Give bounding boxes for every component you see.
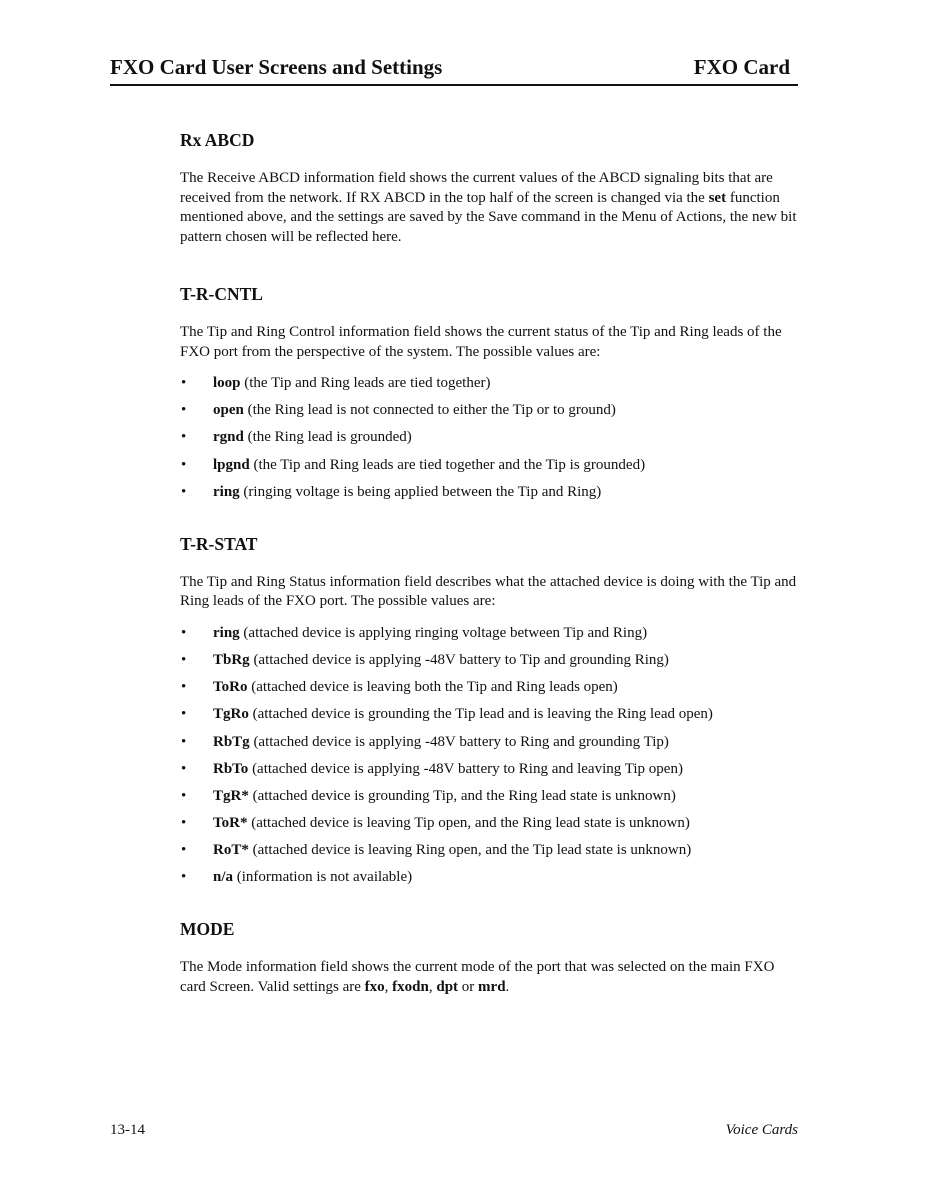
header-card-title: FXO Card bbox=[693, 55, 790, 79]
list-item bbox=[180, 428, 800, 447]
header-section-title: FXO Card User Screens and Settings bbox=[110, 55, 443, 79]
list-item bbox=[180, 814, 800, 833]
bullet: • bbox=[181, 429, 187, 446]
value-description: (attached device is grounding the Tip lead and is leaving the Ring lead open) bbox=[248, 706, 713, 723]
list-item bbox=[180, 678, 800, 697]
value-description: (the Tip and Ring leads are tied together and the Tip is grounded) bbox=[249, 456, 646, 473]
bullet: • bbox=[181, 706, 187, 723]
list-item bbox=[180, 733, 800, 752]
value-term: TbRg bbox=[213, 651, 250, 668]
value-term: ring bbox=[213, 483, 240, 500]
section-title-tr-stat: T-R-STAT bbox=[180, 533, 258, 554]
bullet: • bbox=[181, 842, 187, 859]
section-tr-stat bbox=[180, 532, 800, 888]
value-description: (attached device is applying ringing voltage between Tip and Ring) bbox=[239, 624, 648, 641]
value-term: n/a bbox=[213, 869, 234, 886]
rx-abcd-set-keyword: set bbox=[708, 189, 727, 206]
mode-value-mrd: mrd bbox=[478, 978, 506, 995]
bullet: • bbox=[181, 760, 187, 777]
list-item bbox=[180, 624, 800, 643]
bullet: • bbox=[181, 651, 187, 668]
bullet: • bbox=[181, 624, 187, 641]
list-item bbox=[180, 374, 800, 393]
value-term: RoT* bbox=[213, 842, 249, 859]
list-item bbox=[180, 787, 800, 806]
rx-abcd-paragraph bbox=[180, 169, 800, 247]
section-title-tr-cntl: T-R-CNTL bbox=[180, 284, 263, 304]
value-term: open bbox=[213, 402, 244, 419]
value-description: (the Ring lead is not connected to either the Tip or to ground) bbox=[243, 402, 616, 419]
value-description: (attached device is leaving Tip open, and the Ring lead state is unknown) bbox=[247, 815, 690, 832]
mode-end-punctuation: . bbox=[505, 978, 510, 995]
tr-cntl-values-list bbox=[180, 374, 800, 502]
mode-paragraph bbox=[180, 958, 800, 997]
bullet: • bbox=[181, 679, 187, 696]
value-term: ToRo bbox=[213, 679, 248, 696]
value-description: (attached device is applying -48V battery to Tip and grounding Ring) bbox=[249, 651, 669, 668]
mode-separator: , bbox=[384, 978, 393, 995]
value-term: TgR* bbox=[213, 787, 249, 804]
value-term: ToR* bbox=[213, 815, 248, 832]
page-number: 13-14 bbox=[110, 1122, 145, 1138]
mode-separator: or bbox=[458, 978, 479, 995]
bullet: • bbox=[181, 456, 187, 473]
value-description: (the Ring lead is grounded) bbox=[243, 429, 412, 446]
value-description: (attached device is applying -48V battery to Ring and leaving Tip open) bbox=[248, 760, 683, 777]
value-description: (information is not available) bbox=[233, 869, 413, 886]
list-item bbox=[180, 483, 800, 502]
tr-stat-intro: The Tip and Ring Status information field describes what the attached device is doing with the Tip and Ring leads of the FXO port. The possible values are: bbox=[180, 573, 797, 610]
value-description: (attached device is grounding Tip, and the Ring lead state is unknown) bbox=[248, 787, 676, 804]
bullet: • bbox=[181, 402, 187, 419]
bullet: • bbox=[181, 375, 187, 391]
list-item bbox=[180, 401, 800, 420]
tr-stat-values-list bbox=[180, 624, 800, 888]
value-description: (attached device is leaving both the Tip and Ring leads open) bbox=[247, 679, 618, 696]
value-term: RbTo bbox=[213, 760, 249, 777]
section-title-mode: MODE bbox=[180, 919, 235, 940]
value-term: rgnd bbox=[213, 429, 244, 446]
value-description: (ringing voltage is being applied between the Tip and Ring) bbox=[239, 483, 602, 500]
footer-chapter: Voice Cards bbox=[725, 1122, 798, 1138]
mode-value-dpt: dpt bbox=[436, 978, 459, 995]
bullet: • bbox=[181, 869, 187, 886]
bullet: • bbox=[181, 787, 187, 804]
mode-value-fxo: fxo bbox=[364, 978, 385, 995]
bullet: • bbox=[181, 733, 187, 750]
rx-abcd-text-2: function mentioned above, and the settings are saved by the Save command in the Menu of Actions, the new bit pattern chosen will be reflected here. bbox=[180, 189, 797, 245]
mode-value-fxodn: fxodn bbox=[392, 978, 429, 995]
section-tr-cntl bbox=[180, 282, 800, 502]
value-description: (the Tip and Ring leads are tied together) bbox=[240, 375, 491, 391]
value-term: TgRo bbox=[213, 706, 249, 723]
value-term: lpgnd bbox=[213, 456, 250, 473]
list-item bbox=[180, 705, 800, 724]
value-description: (attached device is applying -48V battery to Ring and grounding Tip) bbox=[249, 733, 669, 750]
list-item bbox=[180, 760, 800, 779]
value-term: ring bbox=[213, 624, 240, 641]
list-item bbox=[180, 841, 800, 860]
list-item bbox=[180, 651, 800, 670]
value-term: RbTg bbox=[213, 733, 250, 750]
page-body bbox=[180, 128, 800, 1021]
section-rx-abcd bbox=[180, 128, 800, 247]
mode-text: The Mode information field shows the current mode of the port that was selected on the main FXO card Screen. Valid settings are bbox=[180, 959, 775, 995]
list-item bbox=[180, 868, 800, 887]
value-term: loop bbox=[213, 375, 241, 391]
mode-separator: , bbox=[428, 978, 437, 995]
list-item bbox=[180, 456, 800, 475]
section-mode bbox=[180, 917, 800, 997]
bullet: • bbox=[181, 483, 187, 500]
section-title-rx-abcd: Rx ABCD bbox=[180, 130, 255, 150]
tr-cntl-intro: The Tip and Ring Control information field shows the current status of the Tip and Ring leads of the FXO port from the perspective of the system. The possible values are: bbox=[180, 324, 782, 360]
page-header bbox=[110, 54, 798, 86]
rx-abcd-text-1: The Receive ABCD information field shows the current values of the ABCD signaling bits that are received from the network. If RX ABCD in the top half of the screen is changed via the bbox=[180, 170, 773, 206]
value-description: (attached device is leaving Ring open, and the Tip lead state is unknown) bbox=[248, 842, 692, 859]
bullet: • bbox=[181, 815, 187, 832]
